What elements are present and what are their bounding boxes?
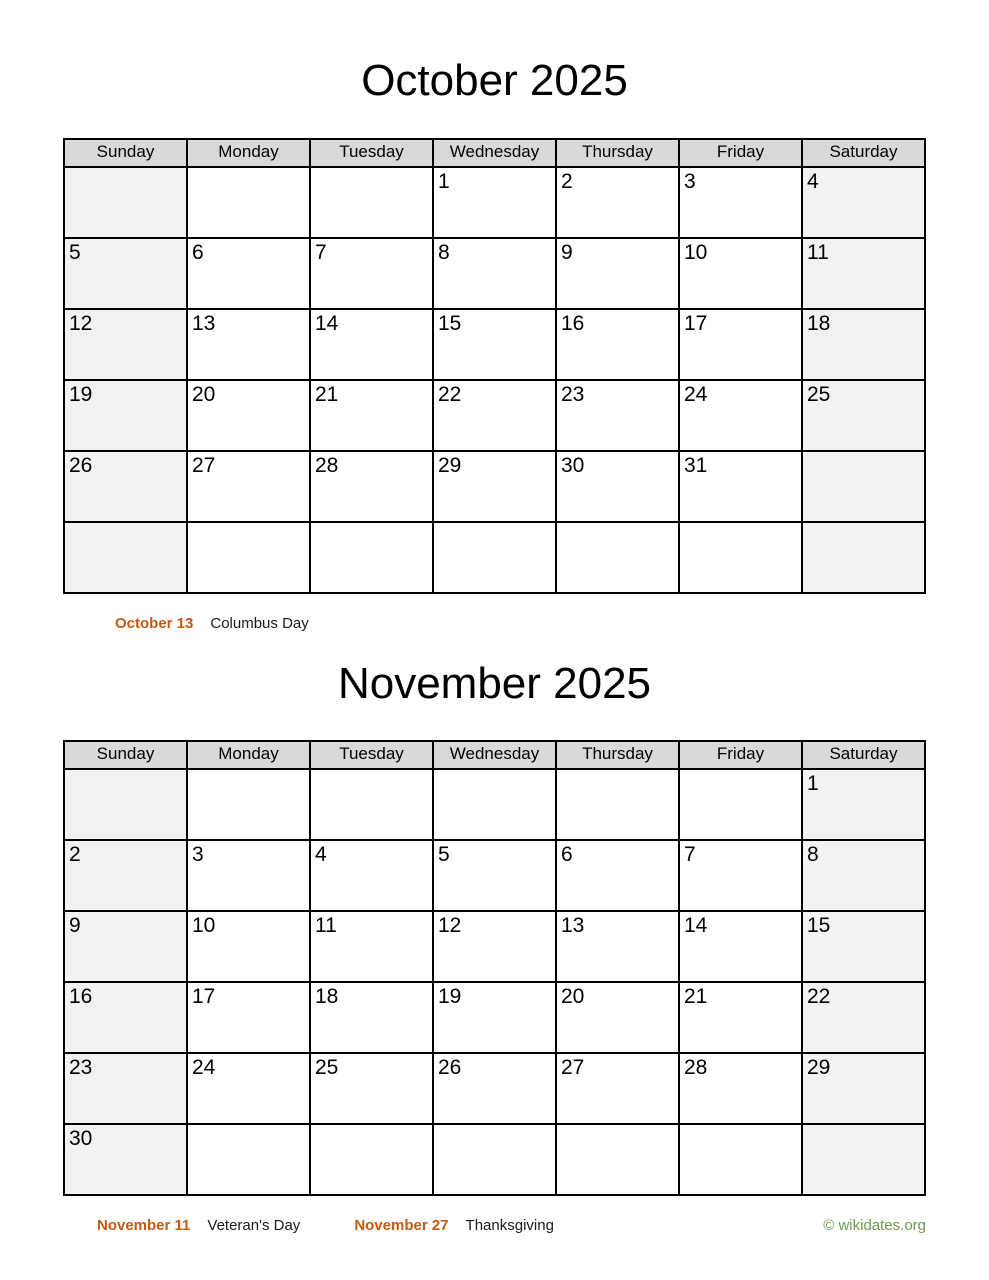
day-cell-1 [433, 167, 556, 238]
day-number: 21 [315, 382, 339, 406]
day-cell-10 [679, 238, 802, 309]
weekday-header-wednesday: Wednesday [433, 741, 556, 769]
empty-day-cell [64, 769, 187, 840]
day-number: 6 [561, 843, 573, 867]
day-number: 4 [807, 169, 819, 193]
day-cell-9 [556, 238, 679, 309]
weekday-header-thursday: Thursday [556, 139, 679, 167]
day-number: 13 [192, 311, 216, 335]
holiday-date: November 11 [97, 1217, 191, 1235]
day-cell-5 [433, 840, 556, 911]
day-cell-30 [64, 1124, 187, 1195]
day-cell-3 [187, 840, 310, 911]
day-number: 9 [561, 240, 573, 264]
day-cell-26 [433, 1053, 556, 1124]
day-number: 23 [69, 1056, 93, 1080]
day-number: 8 [438, 240, 450, 264]
october-section [63, 56, 926, 634]
empty-day-cell [310, 1124, 433, 1195]
november-weekday-header-row [64, 741, 925, 769]
empty-day-cell [64, 522, 187, 593]
day-cell-10 [187, 911, 310, 982]
day-number: 7 [315, 240, 327, 264]
week-row [64, 769, 925, 840]
day-cell-27 [556, 1053, 679, 1124]
day-cell-6 [187, 238, 310, 309]
day-cell-12 [433, 911, 556, 982]
day-number: 28 [684, 1056, 708, 1080]
day-cell-5 [64, 238, 187, 309]
weekday-header-saturday: Saturday [802, 139, 925, 167]
holiday-entry [354, 1217, 554, 1234]
november-holiday-notes [63, 1217, 926, 1234]
weekday-header-saturday: Saturday [802, 741, 925, 769]
day-number: 12 [438, 914, 462, 938]
day-cell-30 [556, 451, 679, 522]
october-holiday-note [115, 615, 926, 634]
empty-day-cell [187, 769, 310, 840]
october-title: October 2025 [361, 56, 628, 105]
weekday-header-friday: Friday [679, 139, 802, 167]
day-number: 21 [684, 985, 708, 1009]
holiday-date: November 27 [354, 1217, 449, 1235]
day-number: 25 [807, 382, 831, 406]
day-cell-24 [679, 380, 802, 451]
day-number: 23 [561, 382, 585, 406]
day-cell-8 [802, 840, 925, 911]
empty-day-cell [556, 1124, 679, 1195]
day-number: 29 [438, 453, 462, 477]
day-number: 20 [192, 382, 216, 406]
holiday-entry [97, 1217, 300, 1234]
day-cell-31 [679, 451, 802, 522]
empty-day-cell [802, 522, 925, 593]
empty-day-cell [433, 1124, 556, 1195]
empty-day-cell [556, 769, 679, 840]
day-number: 17 [684, 311, 708, 335]
day-cell-8 [433, 238, 556, 309]
weekday-header-tuesday: Tuesday [310, 741, 433, 769]
day-cell-20 [556, 982, 679, 1053]
day-number: 11 [315, 914, 337, 938]
day-cell-24 [187, 1053, 310, 1124]
empty-day-cell [310, 522, 433, 593]
day-cell-3 [679, 167, 802, 238]
day-number: 1 [438, 169, 450, 193]
day-number: 2 [561, 169, 573, 193]
day-cell-16 [64, 982, 187, 1053]
empty-day-cell [679, 769, 802, 840]
day-number: 24 [684, 382, 708, 406]
day-cell-4 [310, 840, 433, 911]
week-row [64, 380, 925, 451]
day-cell-18 [802, 309, 925, 380]
day-cell-22 [802, 982, 925, 1053]
day-cell-29 [433, 451, 556, 522]
week-row [64, 911, 925, 982]
day-number: 27 [561, 1056, 585, 1080]
day-cell-14 [310, 309, 433, 380]
day-cell-22 [433, 380, 556, 451]
day-number: 31 [684, 453, 708, 477]
day-number: 25 [315, 1056, 339, 1080]
november-calendar-grid [63, 740, 926, 1196]
day-cell-15 [802, 911, 925, 982]
day-number: 3 [684, 169, 696, 193]
day-cell-7 [679, 840, 802, 911]
day-cell-19 [433, 982, 556, 1053]
october-weeks [64, 167, 925, 593]
day-cell-6 [556, 840, 679, 911]
week-row [64, 309, 925, 380]
day-number: 4 [315, 843, 327, 867]
day-number: 15 [438, 311, 462, 335]
day-number: 22 [807, 985, 831, 1009]
day-cell-11 [802, 238, 925, 309]
day-number: 20 [561, 985, 585, 1009]
day-number: 26 [438, 1056, 462, 1080]
day-number: 1 [807, 772, 819, 796]
day-cell-17 [187, 982, 310, 1053]
empty-day-cell [187, 167, 310, 238]
day-number: 13 [561, 914, 585, 938]
day-cell-23 [64, 1053, 187, 1124]
weekday-header-wednesday: Wednesday [433, 139, 556, 167]
day-cell-25 [310, 1053, 433, 1124]
empty-day-cell [187, 1124, 310, 1195]
empty-day-cell [679, 522, 802, 593]
empty-day-cell [187, 522, 310, 593]
day-cell-13 [187, 309, 310, 380]
day-number: 18 [315, 985, 339, 1009]
day-cell-25 [802, 380, 925, 451]
november-section [63, 659, 926, 1235]
day-cell-29 [802, 1053, 925, 1124]
day-cell-16 [556, 309, 679, 380]
empty-day-cell [64, 167, 187, 238]
weekday-header-sunday: Sunday [64, 139, 187, 167]
day-cell-17 [679, 309, 802, 380]
week-row [64, 238, 925, 309]
day-number: 24 [192, 1056, 216, 1080]
day-number: 19 [69, 382, 93, 406]
weekday-header-monday: Monday [187, 741, 310, 769]
day-cell-9 [64, 911, 187, 982]
day-number: 14 [315, 311, 339, 335]
holiday-name: Thanksgiving [465, 1217, 554, 1235]
day-number: 29 [807, 1056, 831, 1080]
day-number: 2 [69, 843, 81, 867]
day-cell-28 [310, 451, 433, 522]
day-number: 26 [69, 453, 93, 477]
week-row [64, 522, 925, 593]
day-cell-20 [187, 380, 310, 451]
day-cell-21 [679, 982, 802, 1053]
day-number: 10 [192, 914, 216, 938]
day-number: 8 [807, 843, 819, 867]
empty-day-cell [679, 1124, 802, 1195]
day-number: 7 [684, 843, 696, 867]
weekday-header-monday: Monday [187, 139, 310, 167]
day-number: 18 [807, 311, 831, 335]
holiday-name: Columbus Day [210, 614, 309, 632]
day-number: 9 [69, 914, 81, 938]
day-number: 5 [69, 240, 81, 264]
day-cell-26 [64, 451, 187, 522]
day-number: 6 [192, 240, 204, 264]
empty-day-cell [310, 167, 433, 238]
day-cell-19 [64, 380, 187, 451]
week-row [64, 167, 925, 238]
day-number: 22 [438, 382, 462, 406]
holiday-date: October 13 [115, 614, 194, 632]
day-number: 17 [192, 985, 216, 1009]
day-cell-18 [310, 982, 433, 1053]
day-number: 28 [315, 453, 339, 477]
day-cell-1 [802, 769, 925, 840]
day-number: 15 [807, 914, 831, 938]
day-number: 14 [684, 914, 708, 938]
day-cell-15 [433, 309, 556, 380]
day-number: 3 [192, 843, 204, 867]
day-cell-12 [64, 309, 187, 380]
october-calendar-grid [63, 138, 926, 594]
weekday-header-sunday: Sunday [64, 741, 187, 769]
day-cell-27 [187, 451, 310, 522]
day-cell-28 [679, 1053, 802, 1124]
wikidates-copyright: © wikidates.org [823, 1217, 926, 1235]
week-row [64, 1124, 925, 1195]
week-row [64, 982, 925, 1053]
holiday-name: Veteran's Day [207, 1217, 301, 1235]
empty-day-cell [433, 769, 556, 840]
day-cell-2 [64, 840, 187, 911]
day-number: 5 [438, 843, 450, 867]
day-cell-7 [310, 238, 433, 309]
october-weekday-header-row [64, 139, 925, 167]
week-row [64, 451, 925, 522]
day-number: 10 [684, 240, 708, 264]
empty-day-cell [310, 769, 433, 840]
day-cell-21 [310, 380, 433, 451]
weekday-header-friday: Friday [679, 741, 802, 769]
november-weeks [64, 769, 925, 1195]
day-cell-4 [802, 167, 925, 238]
empty-day-cell [556, 522, 679, 593]
week-row [64, 840, 925, 911]
empty-day-cell [802, 1124, 925, 1195]
day-number: 11 [807, 240, 829, 264]
weekday-header-thursday: Thursday [556, 741, 679, 769]
empty-day-cell [802, 451, 925, 522]
day-cell-11 [310, 911, 433, 982]
day-cell-14 [679, 911, 802, 982]
weekday-header-tuesday: Tuesday [310, 139, 433, 167]
day-number: 30 [561, 453, 585, 477]
day-cell-13 [556, 911, 679, 982]
day-number: 19 [438, 985, 462, 1009]
day-number: 12 [69, 311, 93, 335]
day-number: 30 [69, 1127, 93, 1151]
day-number: 16 [69, 985, 93, 1009]
november-title: November 2025 [337, 658, 652, 708]
week-row [64, 1053, 925, 1124]
day-number: 27 [192, 453, 216, 477]
day-number: 16 [561, 311, 585, 335]
day-cell-2 [556, 167, 679, 238]
day-cell-23 [556, 380, 679, 451]
empty-day-cell [433, 522, 556, 593]
